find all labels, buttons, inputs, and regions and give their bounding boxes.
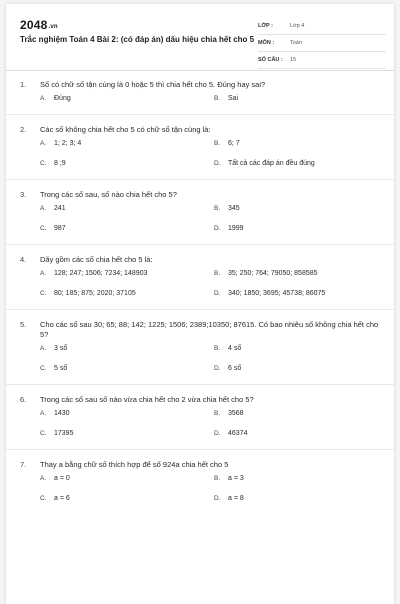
answer-text: Sai — [228, 95, 239, 102]
answer-row — [20, 220, 384, 240]
answer-letter: A. — [40, 270, 47, 277]
answer-text: 1999 — [228, 225, 244, 232]
answer-text: 340; 1850; 3695; 45738; 86075 — [228, 290, 326, 297]
answer-text: 3568 — [228, 410, 244, 417]
answer-row — [20, 285, 384, 305]
answer-text: 345 — [228, 205, 240, 212]
answer-option-a[interactable] — [40, 345, 67, 352]
answer-text: Đúng — [54, 95, 71, 102]
logo-text: 2048 — [20, 18, 48, 32]
answer-letter: D. — [214, 225, 221, 232]
answer-option-a[interactable] — [40, 270, 147, 277]
answer-letter: C. — [40, 495, 47, 502]
meta-value: Lớp 4 — [290, 23, 305, 29]
question-text: Trong các số sau số nào vừa chia hết cho 2 vừa chia hết cho 5? — [40, 395, 254, 404]
worksheet-page — [6, 4, 394, 604]
answer-letter: B. — [214, 140, 221, 147]
answer-text: a = 6 — [54, 495, 70, 502]
answer-letter: D. — [214, 430, 221, 437]
answer-text: 3 số — [54, 345, 68, 352]
answer-text: 5 số — [54, 365, 68, 372]
answer-letter: C. — [40, 290, 47, 297]
question-stem — [20, 125, 384, 135]
answer-option-d[interactable] — [214, 225, 244, 232]
answer-option-c[interactable] — [40, 365, 67, 372]
question-5 — [6, 320, 394, 380]
meta-value: Toán — [290, 40, 302, 46]
answer-text: 241 — [54, 205, 66, 212]
answer-text: 128; 247; 1506; 7234; 148903 — [54, 270, 148, 277]
question-text: Trong các số sau, số nào chia hết cho 5? — [40, 190, 177, 199]
question-stem — [20, 395, 384, 405]
answer-option-d[interactable] — [214, 430, 247, 437]
answer-text: 35; 250; 764; 79050; 858585 — [228, 270, 318, 277]
question-divider — [6, 114, 394, 115]
meta-row-subject — [258, 35, 386, 52]
answer-row — [20, 155, 384, 175]
answer-row — [20, 135, 384, 155]
question-divider — [6, 179, 394, 180]
answer-option-b[interactable] — [214, 345, 241, 352]
answer-row — [20, 490, 384, 510]
answer-option-a[interactable] — [40, 205, 66, 212]
answer-text: a = 8 — [228, 495, 244, 502]
logo-suffix: .vn — [48, 24, 58, 30]
question-2 — [6, 125, 394, 175]
answer-option-d[interactable] — [214, 495, 244, 502]
question-number: 5. — [20, 320, 27, 329]
answer-text: 6; 7 — [228, 140, 240, 147]
answer-letter: C. — [40, 430, 47, 437]
header-divider — [6, 70, 394, 71]
answer-letter: A. — [40, 345, 47, 352]
answer-option-c[interactable] — [40, 225, 66, 232]
answer-text: 8 ;9 — [54, 160, 66, 167]
question-stem — [20, 190, 384, 200]
answer-option-a[interactable] — [40, 410, 70, 417]
answer-letter: B. — [214, 475, 221, 482]
answer-row — [20, 470, 384, 490]
meta-label: LỚP : — [258, 23, 273, 29]
question-text: Cho các số sau 30; 65; 88; 142; 1225; 1506; 2389;10350; 87615. Có bao nhiêu số không chia hết cho 5? — [40, 320, 379, 339]
answer-text: a = 3 — [228, 475, 244, 482]
answer-text: a = 0 — [54, 475, 70, 482]
question-number: 1. — [20, 80, 27, 89]
answer-text: Tất cả các đáp án đều đúng — [228, 160, 315, 167]
answer-letter: D. — [214, 495, 221, 502]
question-text: Thay a bằng chữ số thích hợp để số 924a chia hết cho 5 — [40, 460, 229, 469]
question-4 — [6, 255, 394, 305]
answer-option-b[interactable] — [214, 270, 318, 277]
worksheet-meta — [258, 18, 386, 69]
answer-option-b[interactable] — [214, 205, 240, 212]
question-list — [6, 80, 394, 510]
question-divider — [6, 244, 394, 245]
answer-text: 80; 185; 875; 2020; 37105 — [54, 290, 136, 297]
question-stem — [20, 320, 384, 340]
answer-letter: D. — [214, 365, 221, 372]
answer-option-a[interactable] — [40, 475, 70, 482]
answer-letter: A. — [40, 140, 47, 147]
answer-text: 6 số — [228, 365, 242, 372]
answer-option-a[interactable] — [40, 140, 81, 147]
answer-letter: A. — [40, 205, 47, 212]
answer-text: 1430 — [54, 410, 70, 417]
answer-option-d[interactable] — [214, 290, 325, 297]
question-divider — [6, 449, 394, 450]
question-6 — [6, 395, 394, 445]
answer-letter: A. — [40, 475, 47, 482]
question-stem — [20, 460, 384, 470]
question-number: 2. — [20, 125, 27, 134]
answer-row — [20, 425, 384, 445]
meta-row-class — [258, 18, 386, 35]
question-text: Các số không chia hết cho 5 có chữ số tận cùng là: — [40, 125, 211, 134]
question-number: 6. — [20, 395, 27, 404]
answer-option-c[interactable] — [40, 160, 66, 167]
question-stem — [20, 255, 384, 265]
worksheet-title: Trắc nghiệm Toán 4 Bài 2: (có đáp án) dấu hiệu chia hết cho 5 — [20, 35, 255, 44]
answer-option-b[interactable] — [214, 140, 240, 147]
question-divider — [6, 309, 394, 310]
answer-text: 17395 — [54, 430, 74, 437]
worksheet-header — [6, 4, 394, 66]
question-text: Dãy gồm các số chia hết cho 5 là: — [40, 255, 153, 264]
question-1 — [6, 80, 394, 110]
answer-option-d[interactable] — [214, 160, 315, 167]
meta-value: 15 — [290, 57, 297, 63]
question-number: 7. — [20, 460, 27, 469]
answer-letter: B. — [214, 345, 221, 352]
answer-option-a[interactable] — [40, 95, 71, 102]
answer-letter: C. — [40, 225, 47, 232]
answer-row — [20, 405, 384, 425]
answer-option-c[interactable] — [40, 495, 70, 502]
question-number: 3. — [20, 190, 27, 199]
answer-letter: B. — [214, 410, 221, 417]
answer-letter: D. — [214, 290, 221, 297]
answer-text: 1; 2; 3; 4 — [54, 140, 82, 147]
answer-text: 46374 — [228, 430, 248, 437]
answer-letter: C. — [40, 365, 47, 372]
answer-row — [20, 265, 384, 285]
answer-letter: B. — [214, 270, 221, 277]
answer-letter: D. — [214, 160, 221, 167]
answer-row — [20, 200, 384, 220]
answer-row — [20, 340, 384, 360]
answer-letter: A. — [40, 410, 47, 417]
meta-label: SỐ CÂU : — [258, 57, 283, 63]
question-stem — [20, 80, 384, 90]
question-text: Số có chữ số tận cùng là 0 hoặc 5 thì chia hết cho 5. Đúng hay sai? — [40, 80, 266, 89]
answer-row — [20, 360, 384, 380]
answer-row — [20, 90, 384, 110]
answer-letter: A. — [40, 95, 47, 102]
question-7 — [6, 460, 394, 510]
meta-label: MÔN : — [258, 40, 275, 46]
answer-option-b[interactable] — [214, 95, 238, 102]
answer-option-b[interactable] — [214, 410, 244, 417]
answer-letter: B. — [214, 205, 221, 212]
answer-option-c[interactable] — [40, 430, 73, 437]
question-number: 4. — [20, 255, 27, 264]
answer-option-b[interactable] — [214, 475, 244, 482]
meta-row-count — [258, 52, 386, 69]
answer-text: 987 — [54, 225, 66, 232]
answer-option-d[interactable] — [214, 365, 241, 372]
answer-option-c[interactable] — [40, 290, 136, 297]
question-divider — [6, 384, 394, 385]
site-logo[interactable] — [20, 18, 58, 32]
answer-letter: C. — [40, 160, 47, 167]
answer-letter: B. — [214, 95, 221, 102]
answer-text: 4 số — [228, 345, 242, 352]
question-3 — [6, 190, 394, 240]
